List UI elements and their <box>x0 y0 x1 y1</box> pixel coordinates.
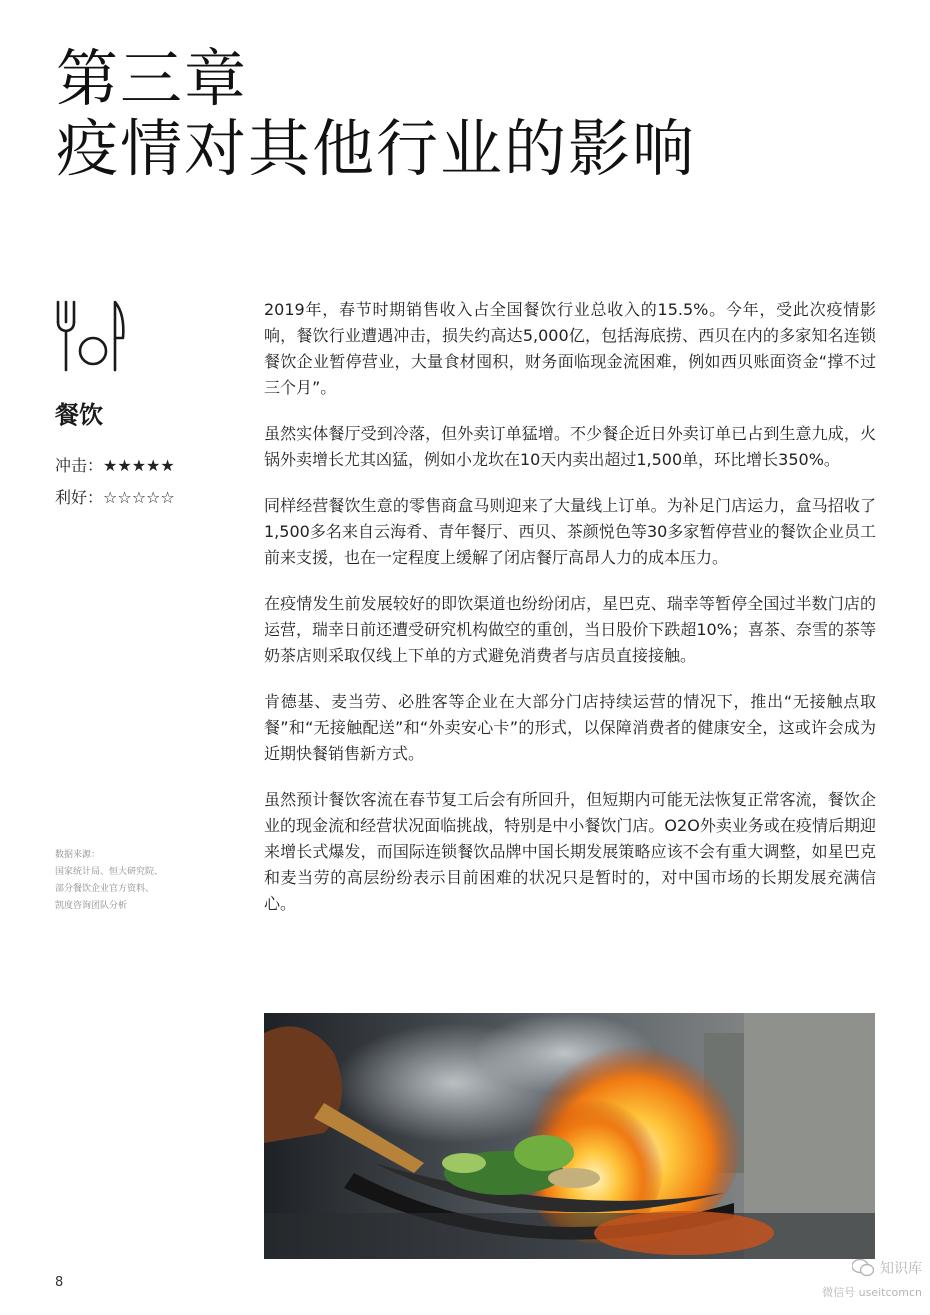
data-source-title: 数据来源： <box>55 850 101 860</box>
chapter-subtitle: 疫情对其他行业的影响 <box>56 112 697 185</box>
paragraph: 肯德基、麦当劳、必胜客等企业在大部分门店持续运营的情况下，推出“无接触点取餐”和“无接触配送”和“外卖安心卡”的形式，以保障消费者的健康安全，这或许会成为近期快餐销售新方式。 <box>264 692 876 763</box>
data-source-line: 凯度咨询团队分析 <box>55 901 128 911</box>
impact-rating: 冲击：★★★★★ <box>55 456 175 475</box>
data-source-line: 部分餐饮企业官方资料、 <box>55 884 155 894</box>
paragraph: 虽然预计餐饮客流在春节复工后会有所回升，但短期内可能无法恢复正常客流，餐饮企业的现金流和经营状况面临挑战，特别是中小餐饮门店。O2O外卖业务或在疫情后期迎来增长式爆发，而国际连锁餐饮品牌中国长期发展策略应该不会有重大调整，如星巴克和麦当劳的高层纷纷表示目前困难的状况只是暂时的，对中国市场的长期发展充满信心。 <box>264 790 876 913</box>
wechat-icon <box>852 1259 874 1277</box>
paragraph: 同样经营餐饮生意的零售商盒马则迎来了大量线上订单。为补足门店运力，盒马招收了1,500多名来自云海肴、青年餐厅、西贝、茶颜悦色等30多家暂停营业的餐饮企业员工前来支援，也在一定程度上缓解了闭店餐厅高昂人力的成本压力。 <box>264 496 876 567</box>
paragraph: 虽然实体餐厅受到冷落，但外卖订单猛增。不少餐企近日外卖订单已占到生意九成，火锅外卖增长尤其凶猛，例如小龙坎在10天内卖出超过1,500单，环比增长350%。 <box>264 424 876 469</box>
watermark-account: 微信号 useitcomcn <box>822 1286 922 1299</box>
paragraph: 2019年，春节时期销售收入占全国餐饮行业总收入的15.5%。今年，受此次疫情影响，餐饮行业遭遇冲击，损失约高达5,000亿，包括海底捞、西贝在内的多家知名连锁餐饮企业暂停营业，大量食材囤积，财务面临现金流困难，例如西贝账面资金“撑不过三个月”。 <box>264 300 876 397</box>
category-title: 餐饮 <box>55 401 103 429</box>
category-sidebar <box>55 298 225 508</box>
wok-flame-illustration <box>264 1013 875 1259</box>
article-body <box>264 297 876 937</box>
chapter-number: 第三章 <box>56 42 249 115</box>
data-source-note <box>55 847 235 915</box>
data-source-line: 国家统计局、恒大研究院、 <box>55 867 164 877</box>
watermark <box>822 1258 922 1300</box>
watermark-brand: 知识库 <box>880 1261 922 1277</box>
page-number: 8 <box>55 1275 64 1290</box>
benefit-rating: 利好：☆☆☆☆☆ <box>55 488 175 507</box>
utensils-icon <box>55 298 127 372</box>
wok-flame-photo <box>264 1013 875 1259</box>
chapter-title <box>56 44 696 184</box>
paragraph: 在疫情发生前发展较好的即饮渠道也纷纷闭店，星巴克、瑞幸等暂停全国过半数门店的运营，瑞幸日前还遭受研究机构做空的重创，当日股价下跌超10%；喜茶、奈雪的茶等奶茶店则采取仅线上下单的方式避免消费者与店员直接接触。 <box>264 594 876 665</box>
